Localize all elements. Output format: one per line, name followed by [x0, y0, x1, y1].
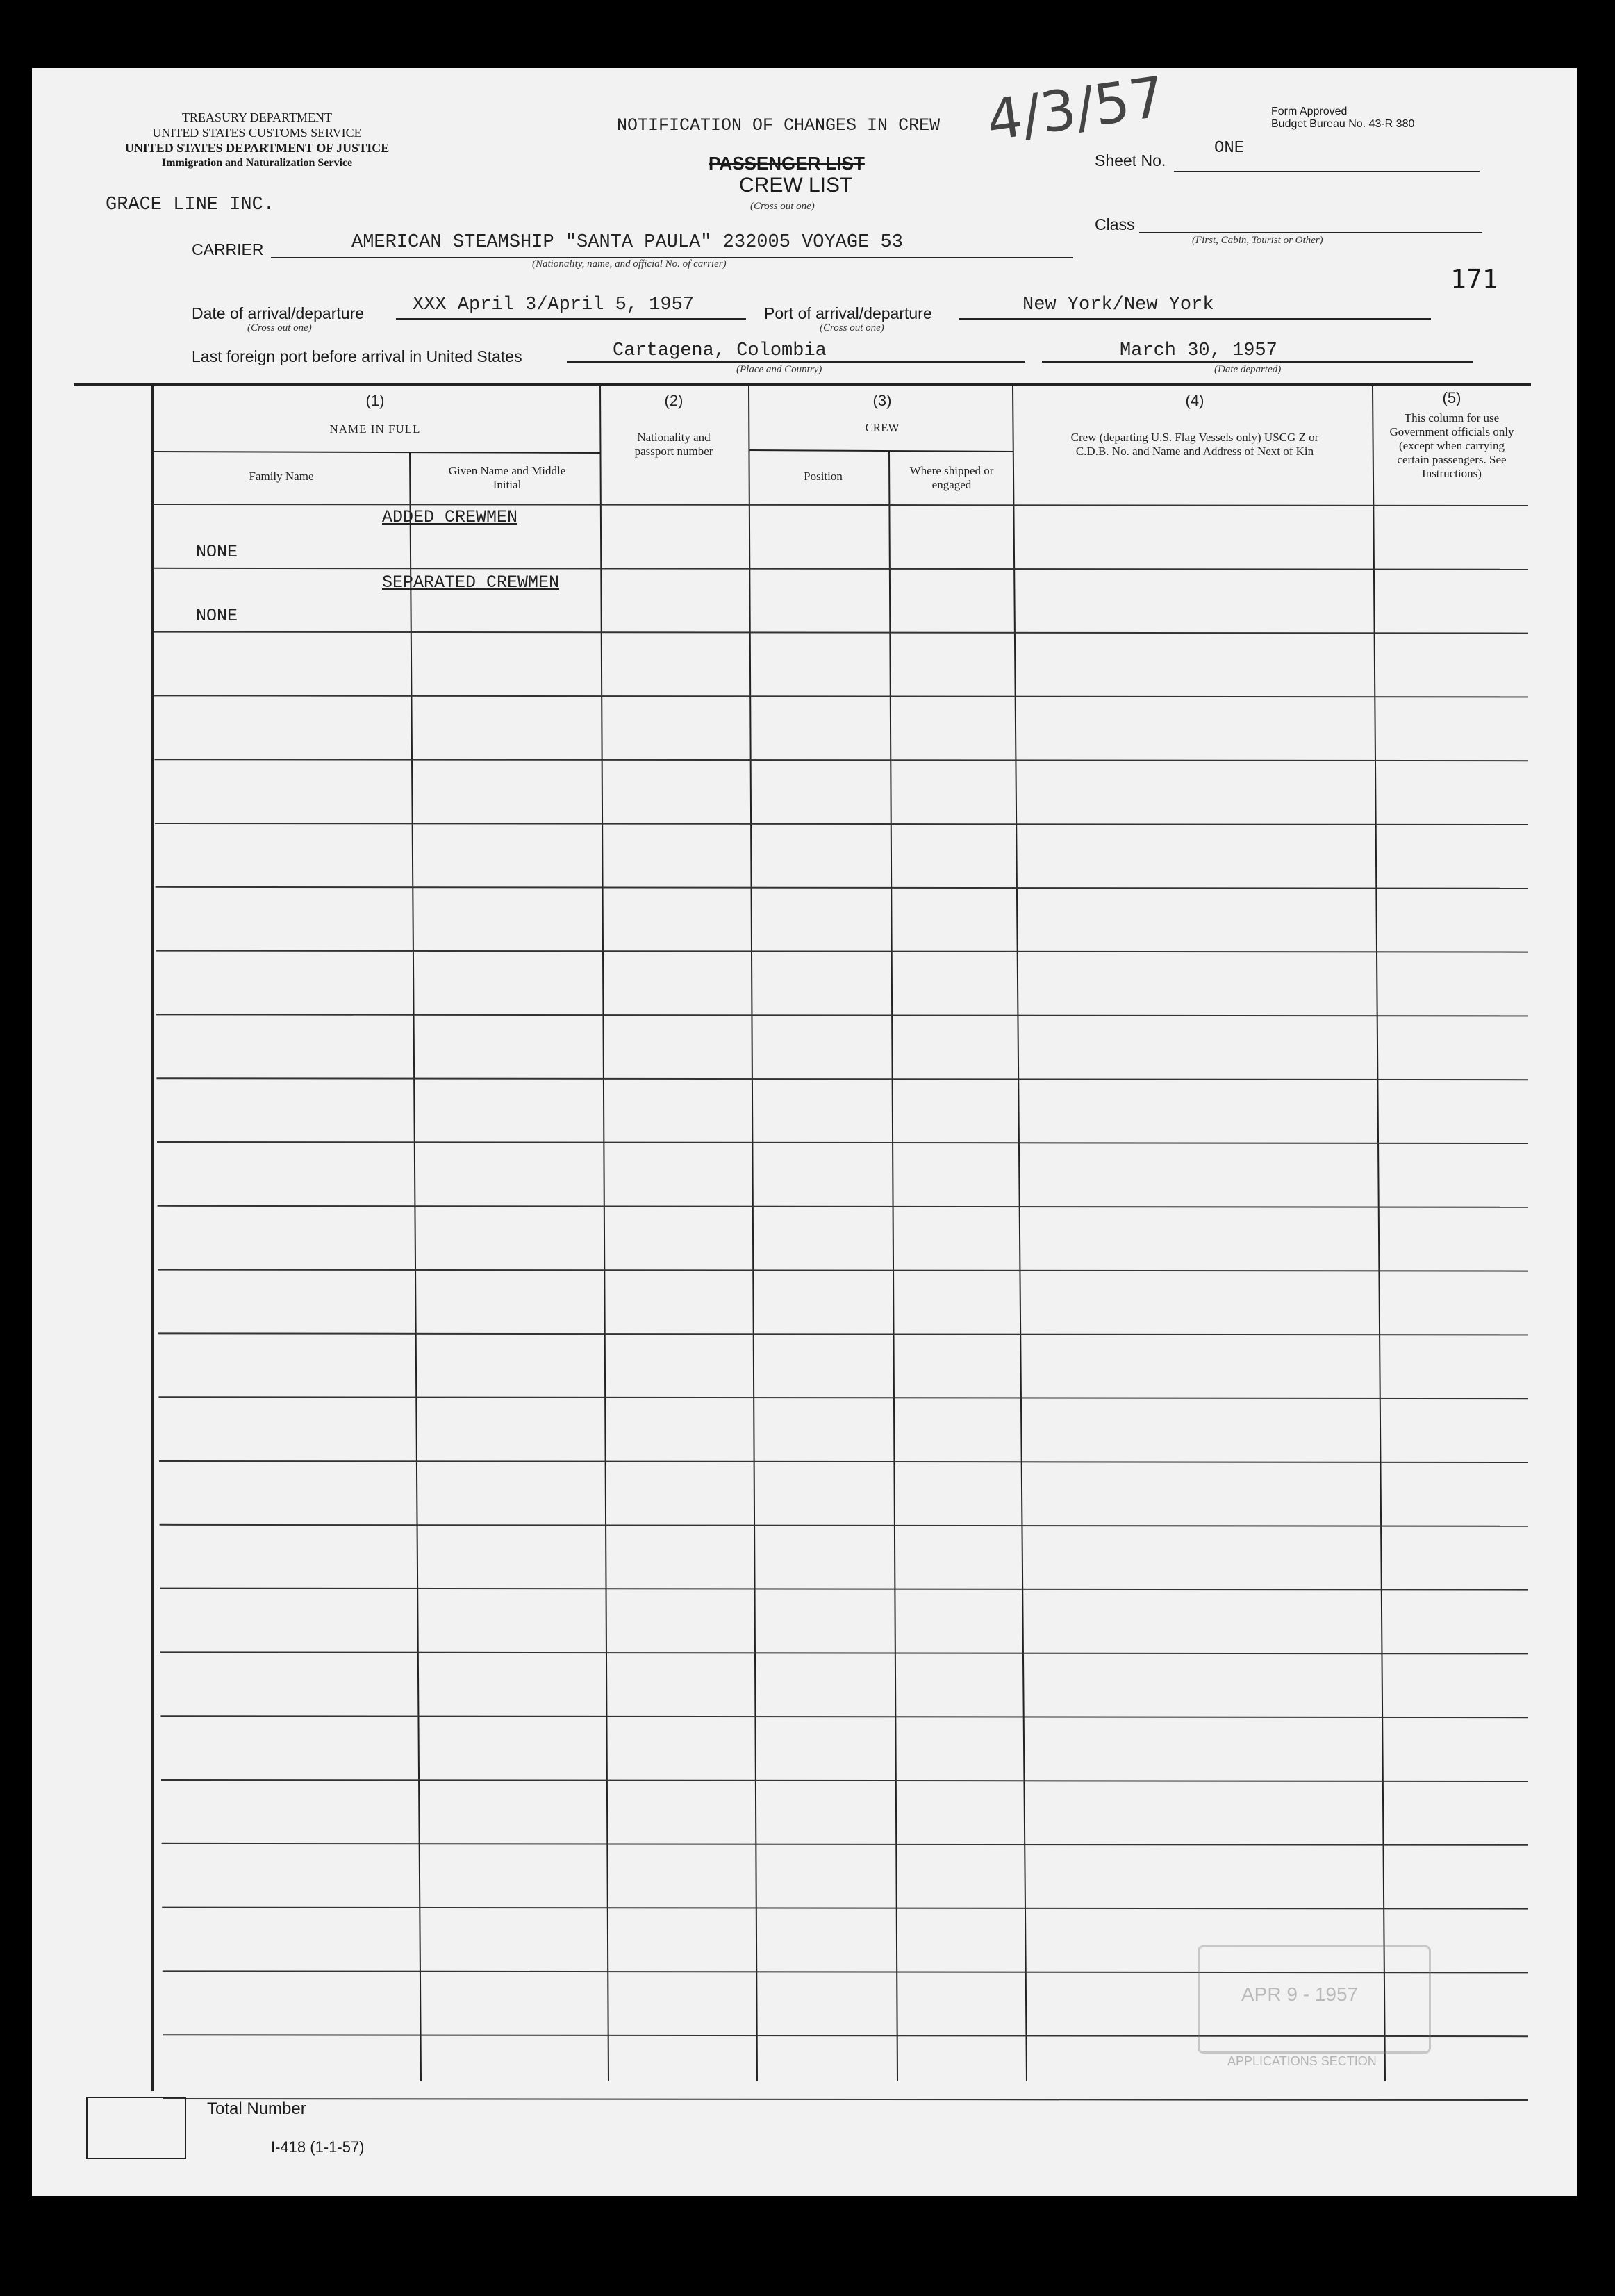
port-value: New York/New York [1022, 295, 1214, 315]
table-row-line [158, 1333, 1528, 1335]
table-row-line [154, 695, 1528, 697]
col1-title: NAME IN FULL [329, 422, 421, 436]
separated-none: NONE [196, 606, 238, 626]
col5-number: (5) [1442, 389, 1461, 406]
total-number-box[interactable] [86, 2097, 186, 2159]
carrier-note: (Nationality, name, and official No. of carrier) [532, 258, 727, 270]
col3-title: CREW [865, 421, 900, 434]
table-row-line [162, 1908, 1528, 1909]
table-row-line [160, 1525, 1528, 1526]
crew-list-label: CREW LIST [739, 174, 853, 197]
table-row-line [153, 504, 1528, 506]
table-row-line [156, 1078, 1528, 1080]
table-row-line [156, 951, 1528, 952]
departure-date-note: (Date departed) [1214, 364, 1282, 375]
customs-label: UNITED STATES CUSTOMS SERVICE [152, 126, 362, 140]
table-row-line [157, 1142, 1528, 1143]
table-row-line [158, 1397, 1528, 1398]
immigration-label: Immigration and Naturalization Service [161, 157, 353, 169]
col-family-name: Family Name [249, 470, 314, 483]
table-row-line [160, 1716, 1528, 1717]
company-name: GRACE LINE INC. [106, 195, 275, 215]
port-label: Port of arrival/departure [764, 304, 932, 322]
page-number: 171 [1450, 264, 1498, 295]
col-where-shipped: Where shipped or engaged [909, 464, 994, 491]
handwritten-date: 4/3/57 [982, 64, 1169, 154]
sheet-value: ONE [1214, 139, 1245, 158]
form-id: I-418 (1-1-57) [271, 2138, 365, 2156]
col-given-name: Given Name and Middle Initial [448, 464, 566, 491]
received-stamp [1198, 1945, 1431, 2068]
table-row-line [154, 632, 1528, 634]
table-row-line [156, 1014, 1528, 1016]
arrival-label: Date of arrival/departure [192, 304, 365, 322]
col-next-of-kin: Crew (departing U.S. Flag Vessels only) USCG Z or C.D.B. No. and Name and Address of Next of Kin [1070, 431, 1319, 458]
passenger-list-label: PASSENGER LIST [709, 153, 865, 174]
table-row-line [158, 1206, 1528, 1207]
added-none: NONE [196, 542, 238, 562]
class-label: Class [1095, 215, 1135, 233]
budget-label: Budget Bureau No. 43-R 380 [1271, 118, 1415, 130]
form-approved-label: Form Approved [1271, 106, 1348, 117]
stamp-section: APPLICATIONS SECTION [1227, 2054, 1377, 2068]
table-row-line [158, 1270, 1528, 1271]
sheet-label: Sheet No. [1095, 151, 1166, 170]
last-port-value: Cartagena, Colombia [613, 340, 827, 361]
carrier-value: AMERICAN STEAMSHIP "SANTA PAULA" 232005 VOYAGE 53 [351, 232, 903, 253]
cross-out-note: (Cross out one) [750, 201, 815, 212]
added-crewmen-heading: ADDED CREWMEN [382, 507, 518, 527]
col-position: Position [804, 470, 843, 483]
table-row-line [163, 2099, 1528, 2100]
col-nationality: Nationality and passport number [634, 431, 713, 458]
separated-crewmen-heading: SEPARATED CREWMEN [382, 572, 560, 593]
table-row-line [154, 759, 1528, 761]
last-port-label: Last foreign port before arrival in United States [192, 347, 522, 365]
col2-number: (2) [664, 392, 684, 409]
table-row-line [155, 823, 1528, 825]
last-port-note: (Place and Country) [736, 364, 822, 375]
col-government-use: This column for use Government officials only (except when carrying certain passengers. See Instructions) [1389, 411, 1514, 480]
carrier-label: CARRIER [192, 240, 264, 258]
table-row-line [159, 1461, 1528, 1462]
table-row-line [161, 1780, 1528, 1781]
col3-number: (3) [872, 392, 892, 409]
table-row-line [162, 1844, 1528, 1845]
col4-number: (4) [1185, 392, 1204, 409]
table-row-line [154, 568, 1528, 570]
arrival-value: XXX April 3/April 5, 1957 [413, 295, 695, 315]
departure-date-value: March 30, 1957 [1120, 340, 1277, 361]
table-row-line [156, 887, 1528, 889]
col1-number: (1) [365, 392, 385, 409]
total-number-label: Total Number [207, 2099, 306, 2118]
arrival-note: (Cross out one) [247, 322, 312, 333]
table-row-line [160, 1652, 1528, 1653]
class-note: (First, Cabin, Tourist or Other) [1192, 235, 1323, 246]
treasury-label: TREASURY DEPARTMENT [181, 110, 333, 124]
stamp-date: APR 9 - 1957 [1241, 1983, 1359, 2005]
table-row-line [160, 1589, 1528, 1590]
justice-label: UNITED STATES DEPARTMENT OF JUSTICE [124, 141, 390, 155]
port-note: (Cross out one) [820, 322, 884, 333]
form-title: NOTIFICATION OF CHANGES IN CREW [617, 115, 941, 135]
